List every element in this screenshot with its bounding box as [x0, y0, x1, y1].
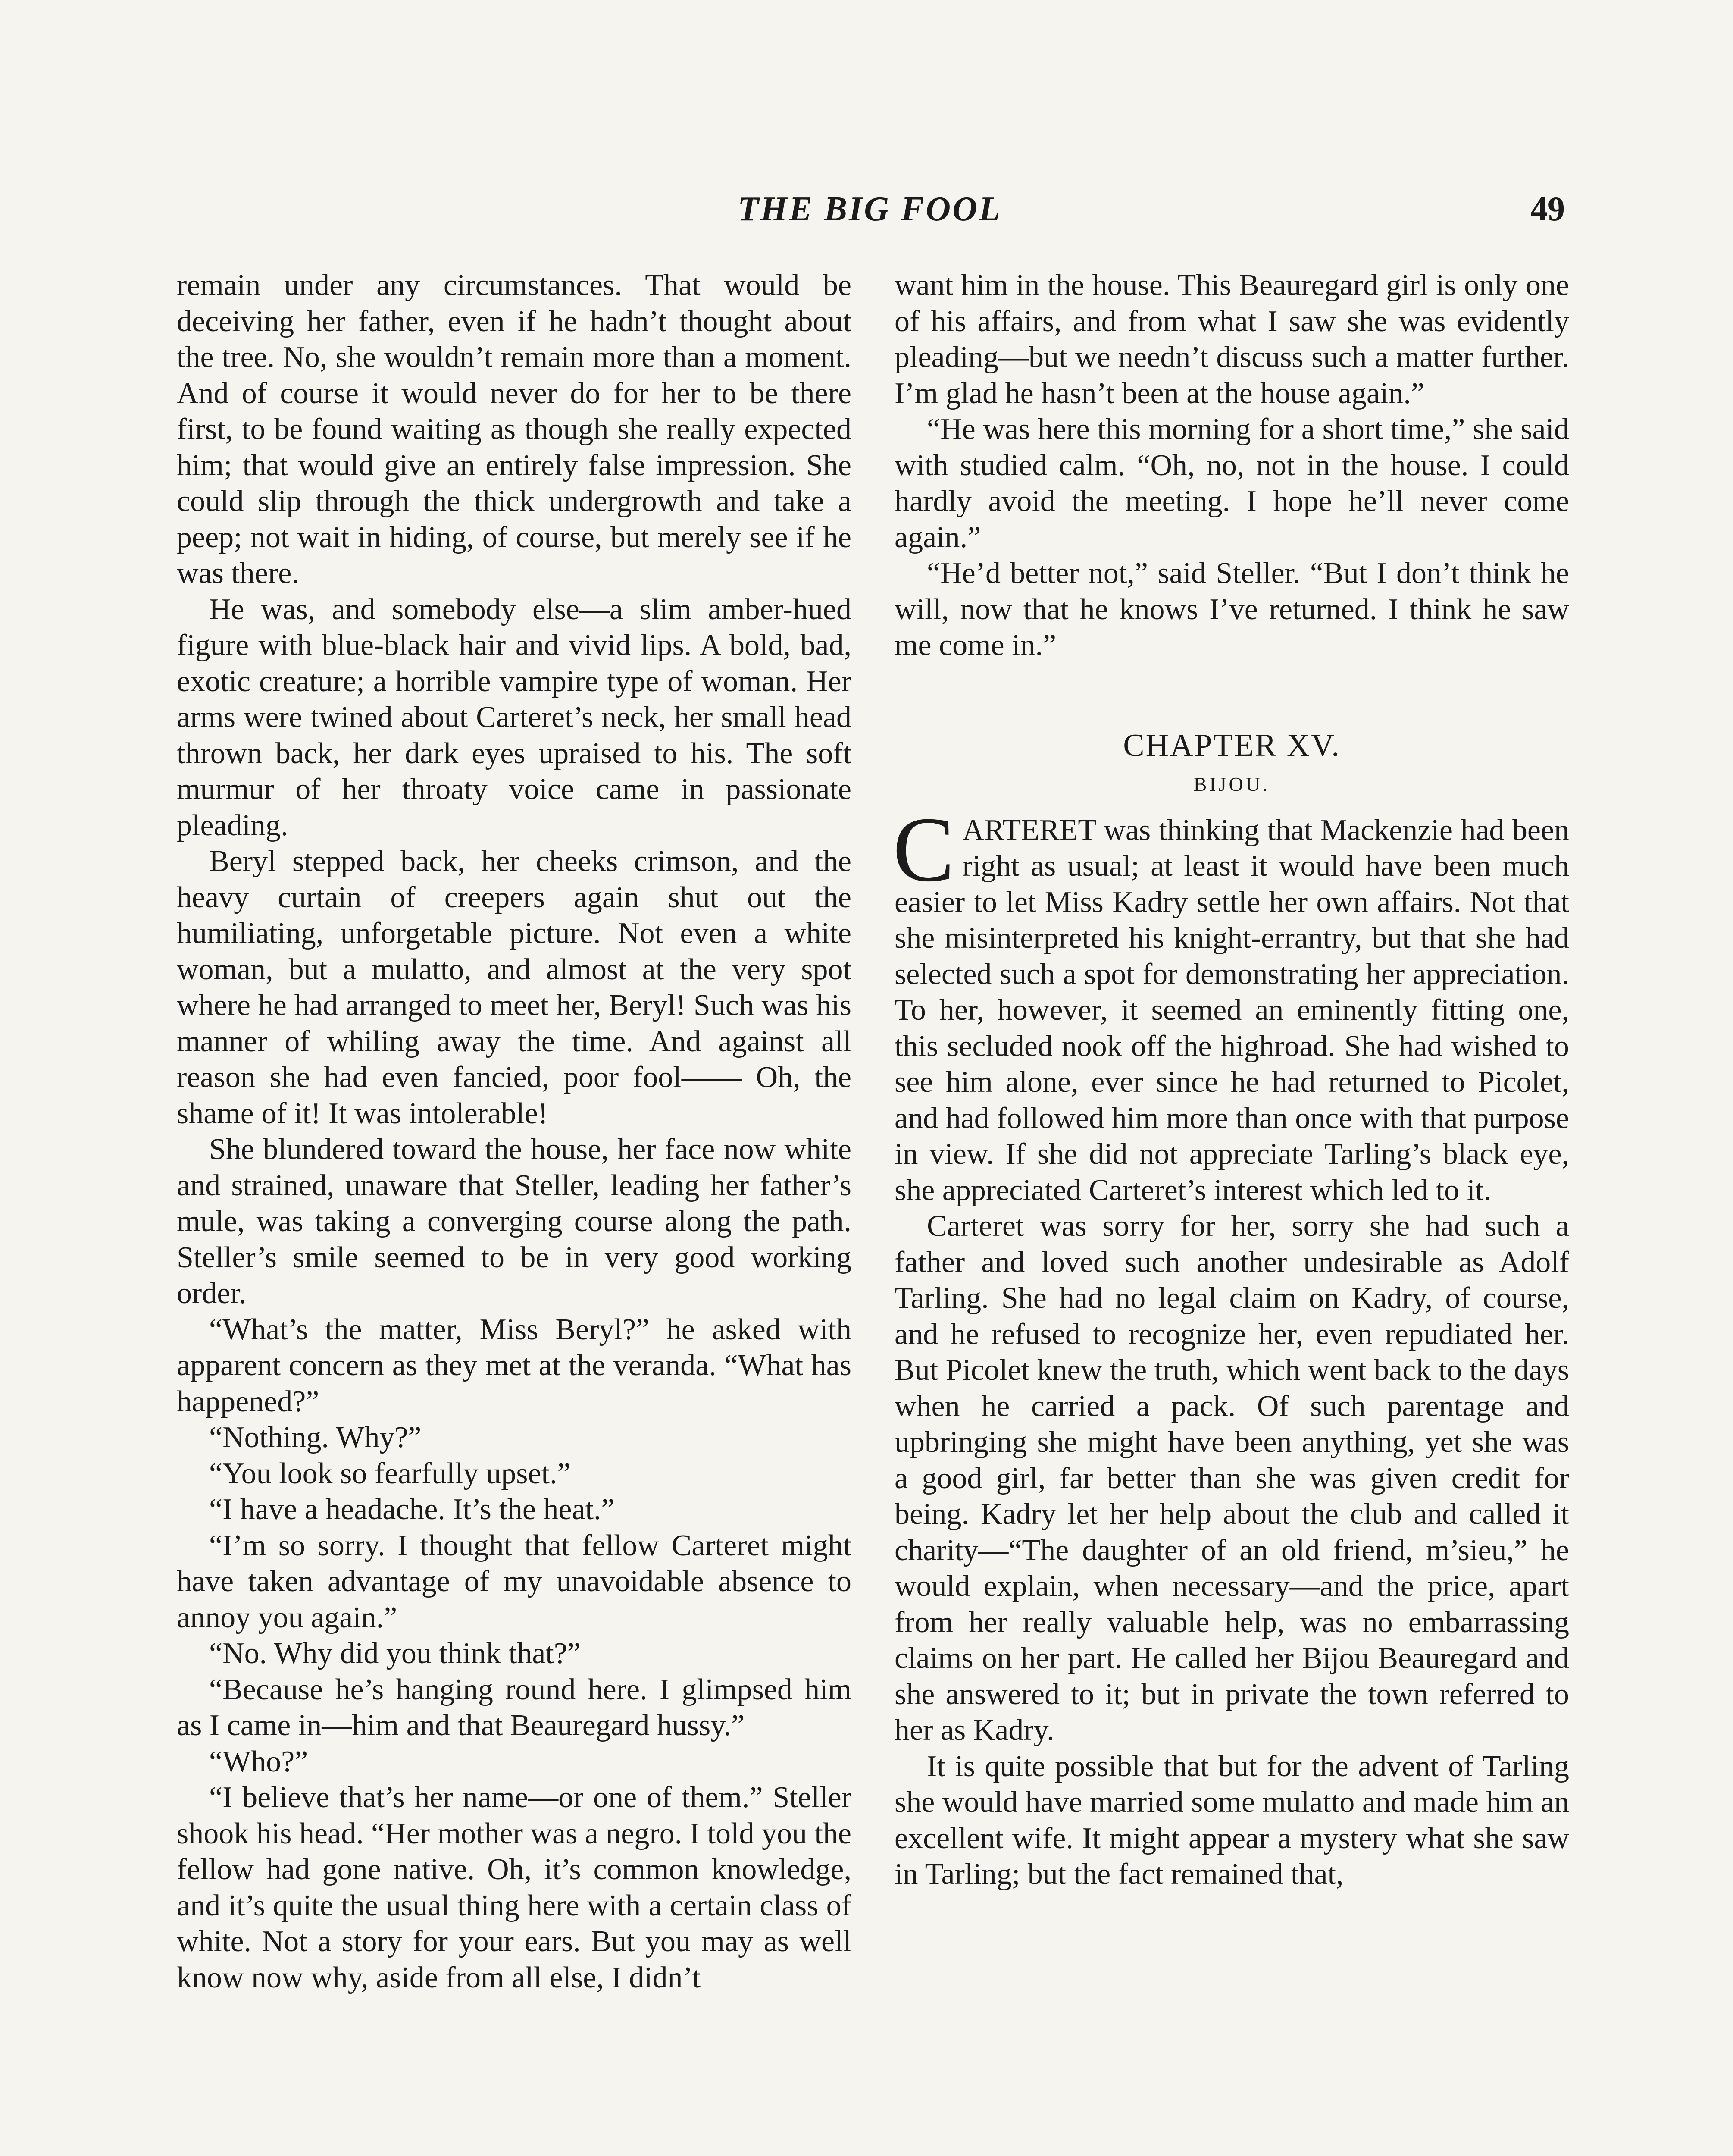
paragraph: remain under any circumstances. That would be deceiving her father, even if he hadn’t thought about the tree. No, she wouldn’t remain more than a moment. And of course it would never do for her to be there first, to be found waiting as though she really expected him; that would give an entirely false impression. She could slip through the thick undergrowth and take a peep; not wait in hiding, of course, but merely see if he was there. [177, 269, 851, 590]
running-title: THE BIG FOOL [738, 190, 1002, 228]
paragraph: “Who?” [209, 1745, 308, 1778]
paragraph: “No. Why did you think that?” [209, 1637, 581, 1670]
right-column [895, 267, 1569, 1893]
paragraph: “I’m so sorry. I thought that fellow Carteret might have taken advantage of my unavoidable absence to annoy you again.” [177, 1529, 851, 1634]
paragraph: It is quite possible that but for the advent of Tarling she would have married some mulatto and made him an excellent wife. It might appear a mystery what she saw in Tarling; but the fact remained that, [895, 1749, 1569, 1891]
chapter-opening-paragraph [893, 797, 1569, 1209]
drop-cap: C [893, 797, 955, 901]
chapter-opening-text: ARTERET was thinking that Mackenzie had been right as usual; at least it would have been much easier to let Miss Kadry settle her own affairs. Not that she misinterpreted his knight-errantry, but that she had selected such a spot for demonstrating her appreciation. To her, however, it seemed an eminently fitting one, this secluded nook off the highroad. She had wished to see him alone, ever since he had returned to Picolet, and had followed him more than once with that purpose in view. If she did not appreciate Tarling’s black eye, she appreciated Carteret’s interest which led to it. [895, 813, 1569, 1207]
paragraph: Beryl stepped back, her cheeks crimson, and the heavy curtain of creepers again shut out the humiliating, unforgetable picture. Not even a white woman, but a mulatto, and almost at the very spot where he had arranged to meet her, Beryl! Such was his manner of whiling away the time. And against all reason she had even fancied, poor fool—— Oh, the shame of it! It was intolerable! [177, 845, 851, 1130]
paragraph: “I believe that’s her name—or one of them.” Steller shook his head. “Her mother was a negro. I told you the fellow had gone native. Oh, it’s common knowledge, and it’s quite the usual thing here with a certain class of white. Not a story for your ears. But you may as well know now why, aside from all else, I didn’t [177, 1781, 851, 1994]
chapter-heading: CHAPTER XV. [1123, 727, 1341, 763]
paragraph: She blundered toward the house, her face now white and strained, unaware that Steller, leading her father’s mule, was taking a converging course along the path. Steller’s smile seemed to be in very good working order. [177, 1133, 851, 1310]
paragraph: He was, and somebody else—a slim amber-hued figure with blue-black hair and vivid lips. A bold, bad, exotic creature; a horrible vampire type of woman. Her arms were twined about Carteret’s neck, her small head thrown back, her dark eyes upraised to his. The soft murmur of her throaty voice came in passionate pleading. [177, 592, 851, 842]
running-head [175, 190, 1565, 241]
paragraph: Carteret was sorry for her, sorry she had such a father and loved such another undesirable as Adolf Tarling. She had no legal claim on Kadry, of course, and he refused to recognize her, even repudiated her. But Picolet knew the truth, which went back to the days when he carried a pack. Of such parentage and upbringing she might have been anything, yet she was a good girl, far better than she was given credit for being. Kadry let her help about the club and called it charity—“The daughter of an old friend, m’sieu,” he would explain, when necessary—and the price, apart from her really valuable help, was no embarrassing claims on her part. He called her Bijou Beauregard and she answered to it; but in private the town referred to her as Kadry. [895, 1210, 1569, 1747]
paragraph: “What’s the matter, Miss Beryl?” he asked with apparent concern as they met at the veranda. “What has happened?” [177, 1313, 851, 1418]
paragraph: “Because he’s hanging round here. I glimpsed him as I came in—him and that Beauregard hussy.” [177, 1673, 851, 1742]
paragraph: “He was here this morning for a short time,” she said with studied calm. “Oh, no, not in the house. I could hardly avoid the meeting. I hope he’ll never come again.” [895, 413, 1569, 554]
page-number: 49 [1530, 190, 1565, 228]
paragraph: “You look so fearfully upset.” [209, 1457, 571, 1490]
left-column [177, 267, 851, 1996]
paragraph: “Nothing. Why?” [209, 1421, 422, 1454]
paragraph: “I have a headache. It’s the heat.” [209, 1493, 615, 1526]
chapter-subtitle: BIJOU. [1193, 773, 1270, 795]
paragraph: want him in the house. This Beauregard girl is only one of his affairs, and from what I saw she was evidently pleading—but we needn’t discuss such a matter further. I’m glad he hasn’t been at the house again.” [895, 269, 1569, 410]
paragraph: “He’d better not,” said Steller. “But I don’t think he will, now that he knows I’ve returned. I think he saw me come in.” [895, 557, 1569, 662]
